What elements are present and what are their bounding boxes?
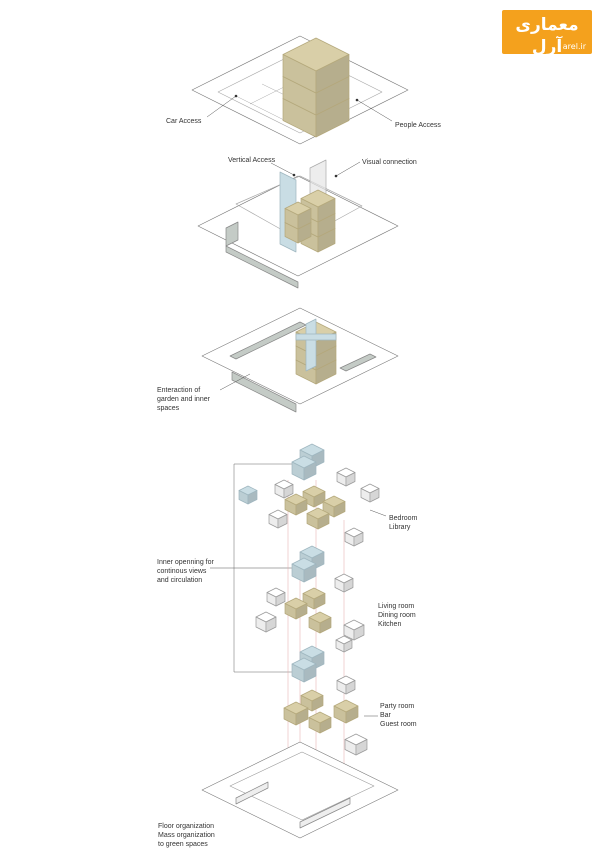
middle-wire-2 bbox=[335, 574, 353, 592]
vertical-access-label: Vertical Access bbox=[228, 157, 276, 164]
lower-mass-4 bbox=[309, 712, 331, 733]
stage-1-site-access bbox=[192, 36, 408, 144]
middle-wire-1 bbox=[267, 588, 285, 606]
middle-mass-3 bbox=[309, 612, 331, 633]
upper-wire-5 bbox=[345, 528, 363, 546]
garden-interaction-label: Enteraction of garden and inner spaces bbox=[157, 387, 210, 412]
logo-main-text: معماری آرل bbox=[515, 15, 579, 57]
upper-wire-4 bbox=[269, 510, 287, 528]
upper-wire-3 bbox=[361, 484, 379, 502]
logo-sub-text: arel.ir bbox=[562, 42, 586, 51]
arel-logo bbox=[502, 10, 592, 57]
stage1-mass bbox=[283, 38, 349, 137]
upper-wire-1 bbox=[275, 480, 293, 498]
lower-wire-2 bbox=[345, 734, 367, 755]
people-access-label: People Access bbox=[395, 122, 441, 129]
ground-label: Floor organization Mass organization to green spaces bbox=[158, 823, 215, 848]
stage-4-floor-explosion bbox=[202, 444, 398, 838]
middle-wire-4 bbox=[344, 620, 364, 640]
car-access-label: Car Access bbox=[166, 118, 202, 125]
stage3-glass-core bbox=[306, 319, 316, 371]
lower-floor-label: Party room Bar Guest room bbox=[380, 703, 417, 728]
lower-wire-1 bbox=[337, 676, 355, 694]
visual-connection-dot bbox=[335, 175, 338, 178]
vertical-access-dot bbox=[293, 174, 296, 177]
upper-floor-leader bbox=[370, 510, 386, 516]
upper-glass-side bbox=[239, 486, 257, 504]
middle-wire-3 bbox=[256, 612, 276, 632]
middle-wire-5 bbox=[336, 636, 352, 652]
stage-2-vertical-access bbox=[198, 160, 398, 288]
visual-connection-leader bbox=[336, 162, 360, 176]
car-access-dot bbox=[235, 95, 238, 98]
upper-wire-2 bbox=[337, 468, 355, 486]
middle-floor-label: Living room Dining room Kitchen bbox=[378, 603, 416, 628]
visual-connection-label: Visual connection bbox=[362, 159, 417, 166]
upper-floor-label: Bedroom Library bbox=[389, 515, 418, 531]
lower-mass-3 bbox=[334, 700, 358, 723]
people-access-dot bbox=[356, 99, 359, 102]
inner-opening-label: Inner openning for continous views and circulation bbox=[157, 559, 214, 584]
stage3-glass-band bbox=[296, 334, 336, 340]
stage2-mass-small bbox=[285, 202, 311, 243]
stage-3-garden-interaction bbox=[202, 308, 398, 412]
